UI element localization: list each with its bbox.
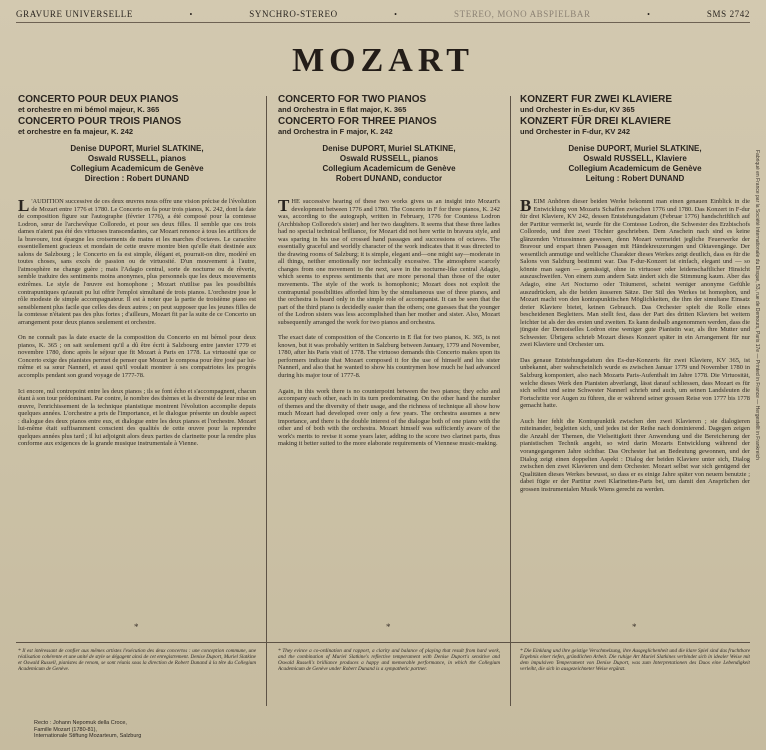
section-star: * [386, 622, 391, 632]
liner-paragraph [520, 198, 750, 349]
drop-cap: L [18, 196, 30, 215]
work1-title: KONZERT FÜR ZWEI KLAVIERE [520, 94, 673, 105]
footnote-english: * They evince a co-ordination and rapport, a clarity and balance of playing that result from hard work, and the combination of Muriel Slatkine's reflective temperament with Denise Duport's sensitive and Oswald Russell's brilliance produces a happy and memorable performance, in which the Collegium Academicum de Genève under Robert Dunand is a sympathetic partner. [278, 648, 500, 673]
performers-line: Denise DUPORT, Muriel SLATKINE, [568, 144, 702, 153]
work1-title: CONCERTO FOR TWO PIANOS [278, 94, 427, 105]
section-star: * [632, 622, 637, 632]
separator: • [189, 9, 193, 19]
work1-title: CONCERTO POUR DEUX PIANOS [18, 94, 179, 105]
footnote-french: * Il est intéressant de confier aux mêmes artistes l'exécution des deux concertos : une conception commune, une réalisation cohérente et une unité de style se dégagent ainsi de cet enregistrement. Denise Duport, Muriel Slatkine et Oswald Russell, pianistes de renom, se sont réunis sous la direction de Robert Dunand à la tête du Collegium Academicum de Genève. [18, 648, 256, 673]
liner-paragraph [278, 198, 500, 326]
work2-title: KONZERT FÜR DREI KLAVIERE [520, 116, 671, 127]
liner-paragraph: Das genaue Entstehungsdatum des Es-dur-Konzerts für zwei Klaviere, KV 365, ist unbekannt, aber wahrscheinlich wurde es zwischen Januar 1779 und November 1780 in Salzburg komponiert, also nach Mozarts Paris-Aufenthalt im Jahre 1778. Die Virtuosität, welche dieses Werk den Pianisten abverlangt, lässt darauf schliessen, dass Mozart es für sich selbst und seine Schwester Nannerl schrieb und auch, um seinen Landsleuten die Fortschritte vor Augen zu führen, die er während seiner grossen Reise von 1777 bis 1778 gemacht hatte. [520, 356, 750, 410]
performers-line: Oswald RUSSELL, pianos [339, 154, 439, 163]
conductor: Direction : Robert DUNAND [84, 174, 190, 183]
orchestra: Collegium Academicum de Genève [70, 164, 204, 173]
drop-cap: B [520, 196, 532, 215]
footnote-german: * Die Einklang und ihre geistige Verschmelzung, ihre Ausgeglichenheit und die klare Spiel sind das fruchtbare Ergebnis einer tiefen, gründlichen Arbeit. Die ruhige Art Muriel Slatkines verbindet sich in idealer Weise mit dem impulsiven Temperament von Denise Duport, was zum Interpretationen des Duos eine Lebendigkeit verleiht, die sich in ausgezeichneter Weise ergänzt. [520, 648, 750, 673]
liner-paragraph: The exact date of composition of the Concerto in E flat for two pianos, K. 365, is not known, but it was probably written in Salzburg between January, 1779 and November, 1780, after his Paris visit of 1778. The virtuoso demands this Concerto makes upon its performers indicate that Mozart composed it for the use of himself and his sister Nannerl, and also that he wanted to show his countrymen how much he had advanced during his major tour of 1777-8. [278, 334, 500, 380]
performers-block [520, 144, 750, 184]
vertical-manufacturer-text [752, 150, 762, 710]
drop-cap: T [278, 196, 290, 215]
liner-paragraph [18, 198, 256, 326]
work2-subtitle: und Orchester in F-dur, KV 242 [520, 127, 631, 136]
credit-line: Internationale Stiftung Mozarteum, Salzburg [34, 733, 142, 739]
performers-line: Denise DUPORT, Muriel SLATKINE, [322, 144, 456, 153]
credit-line: Recto : Johann Nepomuk della Croce, [34, 720, 127, 726]
paragraph-text: HE successive hearing of these two works gives us an insight into Mozart's development between 1776 and 1780. The Concerto in F for three pianos, K. 242 was, according to the autograph, written in February, 1776 for Countess Lodron (Archbishop Colloredo's sister) and her two daughters. It seems that these three ladies had no special technical brilliance, for Mozart did not here write in bravura style, and was sparing in his use of crossed hand passages and successions of octaves. The essentially graceful and worldly character of the work indicates that it was directed to the drawing rooms of Salzburg; it is simple, elegant and—one might say—moderate in all things, neither emotionally nor technically excessive. The atmosphere scarcely changes from one movement to the next, save in the nocturne-like central Adagio, which seems to express sentiments that are more personal than those of the outer movements. The style of the work is homophonic; Mozart does not exploit the contrapuntal possibilities afforded him by the simultaneous use of three pianos, and the orchestra is heard only in the simple role of accompanist. It can be seen that the part of the third piano is decidedly easier than the others; one guesses that the younger of the Lodron sisters was less accomplished than her mother and sister. Also, Mozart subsequently arranged the work for two pianos and orchestra. [278, 198, 500, 326]
column-divider [266, 96, 267, 706]
work2-subtitle: and Orchestra in F major, K. 242 [278, 127, 393, 136]
work1-subtitle: et orchestre en mi bémol majeur, K. 365 [18, 105, 160, 114]
catalog-number: SMS 2742 [706, 9, 750, 19]
performers-block [278, 144, 500, 184]
column-german [520, 94, 750, 654]
orchestra: Collegium Academicum de Genève [568, 164, 702, 173]
work1-subtitle: and Orchestra in E flat major, K. 365 [278, 105, 407, 114]
composer-title: MOZART [292, 42, 474, 79]
manufacturer-line: Fabriqué en France par la Société Internationale du Disque, 53, rue de Demours, Paris 17e — Printed in France — Hergestellt in Frankreich [754, 150, 760, 460]
liner-paragraph: Again, in this work there is no counterpoint between the two pianos; they echo and accompany each other, each in its turn predominating. On the other hand the number of themes and the diversity of their usage, and the richness of technique all show how much Mozart had developed over only a few years. The orchestra assumes a new importance, and there is the double interest of the dialogue both of one piano with the other and of both with the orchestra. Mozart himself was sufficiently aware of the work's merits to revise it some years later, adding to the score two clarinet parts, thus making it better suited to the more elaborate requirements of Viennese music-making. [278, 387, 500, 448]
format-label: SYNCHRO-STEREO [249, 9, 338, 19]
conductor: Leitung : Robert DUNAND [585, 174, 685, 183]
work1-subtitle: und Orchester in Es-dur, KV 365 [520, 105, 635, 114]
header-bar [16, 6, 750, 23]
orchestra: Collegium Academicum de Genève [322, 164, 456, 173]
paragraph-text: EIM Anhören dieser beiden Werke bekommt man einen genauen Einblick in die Entwicklung von Mozarts Schaffen zwischen 1776 und 1780. Das Konzert in F-dur für drei Klaviere, KV 242, dessen Entstehungsdatum (Februar 1776) handschriftlich auf der Partitur vermerkt ist, wurde für die Comtesse Lodron, die Schwester des Erzbischofs Colloredo, und ihre zwei Töchter geschrieben. Dem Anschein nach sind es keine glänzenden Virtuosinnen gewesen, denn Mozart vermeidet jegliche Feuerwerke der Bravour und erspart ihnen Passagen mit Händekreuzerungen und Oktavengänge. Der wesentlich anmutige und weltliche Charakter dieses Werkes zeigt deutlich, dass es für die Salons von Salzburg bestimmt war. Das F-dur-Konzert ist einfach, elegant und — so könnte man sagen — gemässigt, ohne in virtuoser oder leidenschaftlicher Hinsicht auszuschweifen. Von einem zum andern Satz ändert sich die Stimmung kaum. Aber das Adagio, eine Art Nocturno oder Träumerei, scheint weniger anonyme Gefühle auszudrücken, als die beiden äusseren Sätze. Der Stil des Werkes ist homophon, und Mozart macht von den kontrapunktischen Möglichkeiten, die ihm der simultane Einsatz dreier Klaviere bietet, keinen Gebrauch. Das Orchester spielt die Rolle eines bescheidenen Begleiters. Man stellt fest, dass der Part des dritten Klaviers bei weitem leichter ist als der des ersten und zweiten. Es kann deshalb angenommen werden, dass die jüngste der Demoiselles Lodron eine weniger gute Pianistin war, als ihre Mutter und Schwester. Übrigens schrieb Mozart dieses Konzert später in ein Arrangement für nur zwei Klaviere und Orchester um. [520, 198, 750, 349]
footnote-divider [16, 642, 750, 643]
credit-line: Famille Mozart (1780-81), [34, 726, 97, 733]
work2-title: CONCERTO POUR TROIS PIANOS [18, 116, 182, 127]
liner-paragraph: On ne connaît pas la date exacte de la composition du Concerto en mi bémol pour deux pianos, K. 365 ; on sait seulement qu'il a dû être écrit à Salzbourg entre janvier 1779 et novembre 1780, donc après le séjour que fit Mozart à Paris en 1778. La virtuosité que ce Concerto exige des pianistes permet de penser que Mozart le composa pour être joué par lui-même et sa sœur Nannerl, et aussi qu'il voulait montrer à ses compatriotes les progrès accomplis pendant son grand voyage de 1777-78. [18, 334, 256, 380]
column-french [18, 94, 256, 654]
liner-paragraph: Auch hier fehlt die Kontrapunktik zwischen den zwei Klavieren ; sie dialogieren miteinander, begleiten sich, und jedes ist der Reihe nach dominierend. Dagegen zeigen die Anzahl der Themen, die Vielseitigkeit ihrer Anwendung und die Bereicherung der pianistischen Technik angeht, so wird darin Mozarts Entwicklung während der vorangegangenen Jahre sichtbar. Das Orchester hat an Bedeutung gewonnen, und der Dialog zeigt einen doppelten Aspekt : Dialog der beiden Klaviere unter sich, Dialog zwischen den zwei Klavieren und dem Orchester. Mozart selbst war sich genügend der Qualitäten dieses Werkes bewusst, so dass er es einige Jahre später von neuem benutzte ; dabei fügte er der Partitur zwei Klarinetten-Parts bei, um damit den Ansprüchen der grossen instrumentalen Musik Wiens gerecht zu werden. [520, 417, 750, 493]
paragraph-text: 'AUDITION successive de ces deux œuvres nous offre une vision précise de l'évolution de Mozart entre 1776 et 1780. Le Concerto en fa pour trois pianos, K. 242, dont la date de composition figure sur l'autographe (février 1776), a été composé pour la comtesse Lodron, sœur de l'archevêque Colloredo, et pour ses deux filles. Il semble que ces trois dames n'aient pas été des virtuoses transcendantes, car Mozart renonce à tous les artifices de la bravoure, tout épargne les croisements de mains et les marches d'octaves. Le caractère essentiellement gracieux et mondain de cette œuvre montre bien qu'elle était destinée aux salons de Salzbourg ; le Concerto en fa est simple, élégant et, pourrait-on dire, modéré en toutes choses, sans excès de passion ou de virtuosité. D'un mouvement à l'autre, l'atmosphère ne change guère ; mais l'Adagio central, sorte de nocturne ou de rêverie, semble traduire des sentiments moins anonymes, plus personnels que les deux mouvements extrêmes. Le style de l'œuvre est homophone ; Mozart n'utilise pas les possibilités contrapuntiques qu'aurait pu lui offrir l'emploi simultané de trois pianos. L'orchestre joue le rôle modeste de simple accompagnateur. Il est à noter que la partie de troisième piano est sensiblement plus facile que celles des deux autres ; on peut supposer que les jeunes filles de la comtesse n'étaient pas des plus fortes ; d'ailleurs, Mozart fit par la suite de ce Concerto un arrangement pour deux pianos seulement et orchestre. [18, 198, 256, 326]
performers-line: Oswald RUSSELL, pianos [87, 154, 187, 163]
label-name: GRAVURE UNIVERSELLE [16, 9, 133, 19]
separator: • [647, 9, 651, 19]
work2-title: CONCERTO FOR THREE PIANOS [278, 116, 437, 127]
column-divider [510, 96, 511, 706]
separator: • [394, 9, 398, 19]
performers-line: Oswald RUSSELL, Klaviere [583, 154, 687, 163]
section-star: * [134, 622, 139, 632]
liner-paragraph: Ici encore, nul contrepoint entre les deux pianos ; ils se font écho et s'accompagnent, chacun étant à son tour prédominant. Par contre, le nombre des thèmes et la diversité de leur mise en œuvre, l'enrichissement de la technique pianistique montrent l'évolution accomplie depuis quelques années. L'orchestre a pris de l'importance, et le dialogue présente un double aspect : dialogue des deux pianos entre eux, et dialogue entre les deux pianos et l'orchestre. Mozart lui-même était suffisamment conscient des qualités de cette œuvre pour la reprendre quelques années plus tard ; il lui adjoignit alors deux parties de clarinette pour la rendre plus conforme aux exigences de la grande musique instrumentale à Vienne. [18, 387, 256, 448]
column-english [278, 94, 500, 654]
performers-line: Denise DUPORT, Muriel SLATKINE, [70, 144, 204, 153]
performers-block [18, 144, 256, 184]
conductor: Robert DUNAND, conductor [335, 174, 443, 183]
work2-subtitle: et orchestre en fa majeur, K. 242 [18, 127, 134, 136]
cover-credits [34, 720, 141, 740]
format-alt-label: STEREO, MONO ABSPIELBAR [454, 9, 591, 19]
